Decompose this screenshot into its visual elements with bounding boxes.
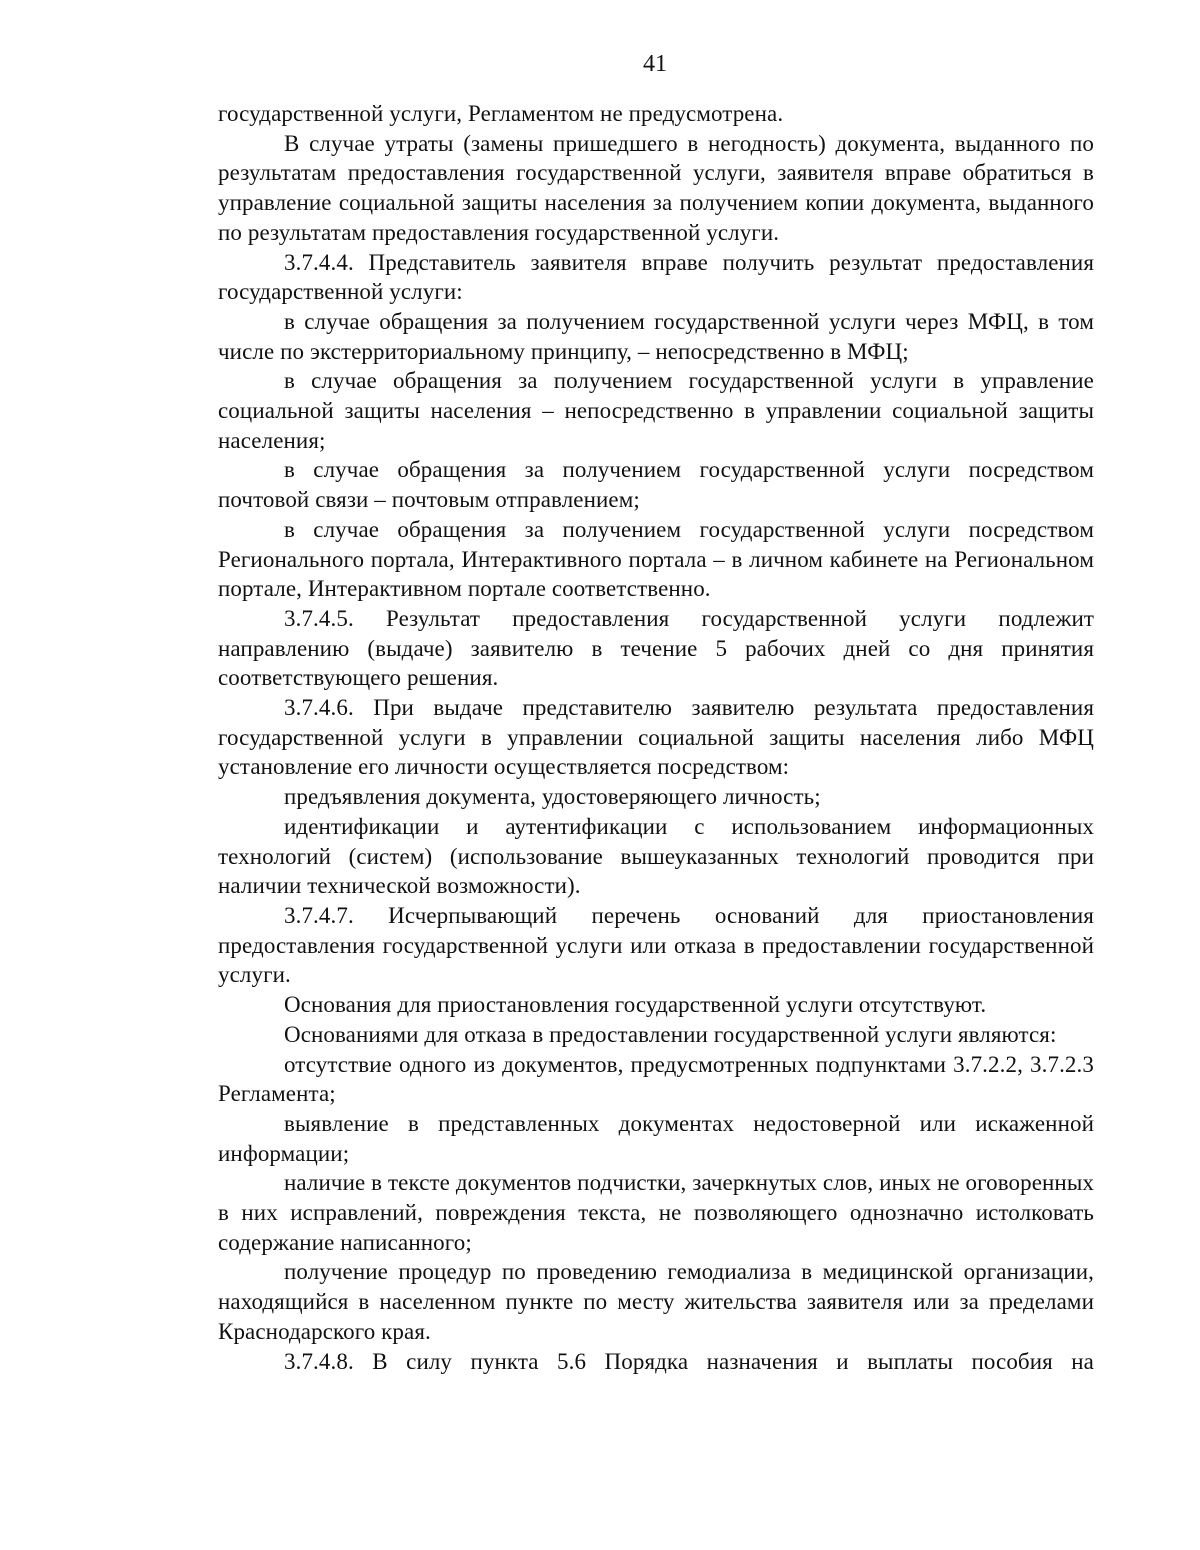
paragraph-corrections: наличие в тексте документов подчистки, зачеркнутых слов, иных не оговоренных в них исправлений, повреждения текста, не позволяющего однозначно истолковать содержание написанного; — [218, 1170, 1094, 1255]
paragraph-3-7-4-8: 3.7.4.8. В силу пункта 5.6 Порядка назначения и выплаты пособия на — [284, 1348, 1094, 1374]
paragraph-mfc-case: в случае обращения за получением государственной услуги через МФЦ, в том числе по экстерриториальному принципу, – непосредственно в МФЦ; — [218, 308, 1094, 364]
document-body — [218, 99, 1094, 1376]
paragraph-hemodialysis: получение процедур по проведению гемодиализа в медицинской организации, находящийся в населенном пункте по месту жительства заявителя или за пределами Краснодарского края. — [218, 1259, 1094, 1344]
paragraph-3-7-4-4: 3.7.4.4. Представитель заявителя вправе получить результат предоставления государственной услуги: — [218, 249, 1094, 305]
paragraph-no-suspension: Основания для приостановления государственной услуги отсутствуют. — [284, 992, 987, 1018]
paragraph-loss-of-document: В случае утраты (замены пришедшего в негодность) документа, выданного по результатам предоставления государственной услуги, заявителя вправе обратиться в управление социальной защиты населения за получением копии документа, выданного по результатам предоставления государственной услуги. — [218, 130, 1094, 245]
paragraph-refusal-grounds: Основаниями для отказа в предоставлении государственной услуги являются: — [284, 1021, 1057, 1047]
paragraph-identity-document: предъявления документа, удостоверяющего личность; — [284, 784, 821, 810]
paragraph-portal-case: в случае обращения за получением государственной услуги посредством Регионального портала, Интерактивного портала – в личном кабинете на Региональном портале, Интерактивном портале соответственно. — [218, 516, 1094, 602]
paragraph-3-7-4-5: 3.7.4.5. Результат предоставления государственной услуги подлежит направлению (выдаче) заявителю в течение 5 рабочих дней со дня принятия соответствующего решения. — [218, 605, 1094, 691]
paragraph-continuation: государственной услуги, Регламентом не предусмотрена. — [218, 101, 784, 126]
paragraph-missing-documents: отсутствие одного из документов, предусмотренных подпунктами 3.7.2.2, 3.7.2.3 Регламента; — [218, 1051, 1094, 1107]
paragraph-3-7-4-7: 3.7.4.7. Исчерпывающий перечень оснований для приостановления предоставления государственной услуги или отказа в предоставлении государственной услуги. — [218, 902, 1094, 988]
paragraph-postal-case: в случае обращения за получением государственной услуги посредством почтовой связи – почтовым отправлением; — [218, 457, 1094, 513]
page-number: 41 — [643, 51, 667, 77]
paragraph-false-information: выявление в представленных документах недостоверной или искаженной информации; — [218, 1110, 1094, 1166]
paragraph-social-protection-case: в случае обращения за получением государственной услуги в управление социальной защиты населения – непосредственно в управлении социальной защиты населения; — [218, 368, 1094, 453]
paragraph-3-7-4-6: 3.7.4.6. При выдаче представителю заявителю результата предоставления государственной услуги в управлении социальной защиты населения либо МФЦ установление его личности осуществляется посредством: — [218, 695, 1094, 780]
paragraph-identification: идентификации и аутентификации с использованием информационных технологий (систем) (использование вышеуказанных технологий проводится при наличии технической возможности). — [218, 813, 1094, 899]
